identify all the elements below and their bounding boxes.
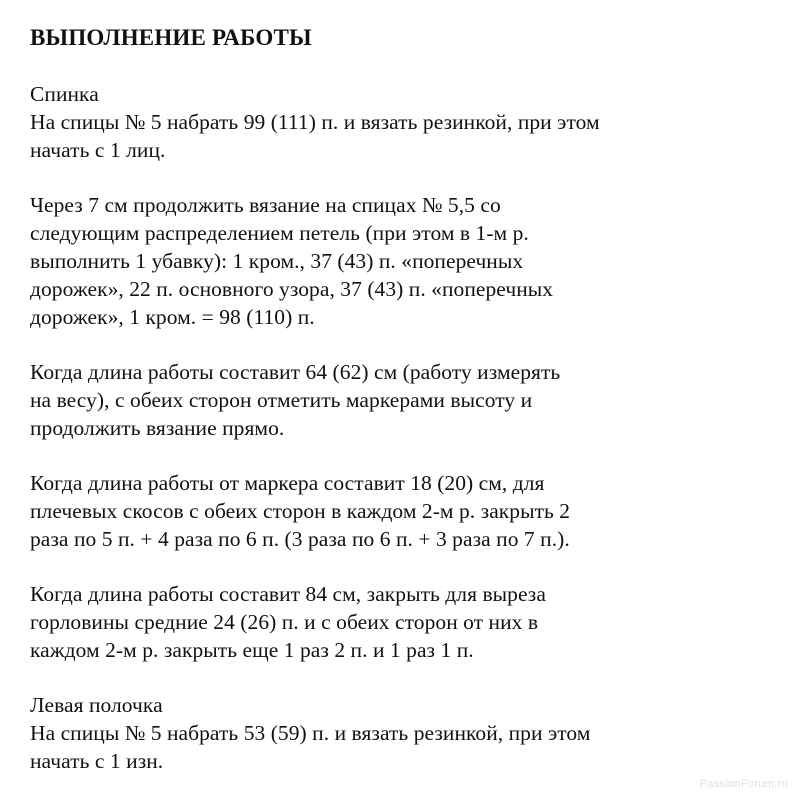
section-heading: Левая полочка bbox=[30, 693, 163, 717]
text-section bbox=[30, 358, 778, 442]
text-line: дорожек», 22 п. основного узора, 37 (43) п. «поперечных bbox=[30, 277, 554, 301]
text-line: Через 7 см продолжить вязание на спицах № 5,5 со bbox=[30, 193, 501, 217]
text-line: Когда длина работы от маркера составит 18 (20) см, для bbox=[30, 471, 545, 495]
text-section bbox=[30, 580, 778, 664]
text-line: На спицы № 5 набрать 99 (111) п. и вязать резинкой, при этом bbox=[30, 110, 600, 134]
text-line: Когда длина работы составит 64 (62) см (работу измерять bbox=[30, 360, 561, 384]
text-line: дорожек», 1 кром. = 98 (110) п. bbox=[30, 305, 315, 329]
text-line: следующим распределением петель (при этом в 1-м р. bbox=[30, 221, 529, 245]
text-line: на весу), с обеих сторон отметить маркерами высоту и bbox=[30, 388, 533, 412]
text-section bbox=[30, 80, 778, 164]
title-spacer bbox=[30, 52, 778, 80]
text-section bbox=[30, 469, 778, 553]
text-section bbox=[30, 191, 778, 331]
text-line: раза по 5 п. + 4 раза по 6 п. (3 раза по 6 п. + 3 раза по 7 п.). bbox=[30, 527, 570, 551]
text-line: На спицы № 5 набрать 53 (59) п. и вязать резинкой, при этом bbox=[30, 721, 591, 745]
section-heading: Спинка bbox=[30, 82, 99, 106]
text-line: начать с 1 изн. bbox=[30, 749, 164, 773]
watermark: PassionForum.ru bbox=[699, 778, 788, 790]
document-body bbox=[30, 80, 778, 775]
text-line: начать с 1 лиц. bbox=[30, 138, 166, 162]
text-section bbox=[30, 691, 778, 775]
text-line: плечевых скосов с обеих сторон в каждом 2-м р. закрыть 2 bbox=[30, 499, 571, 523]
text-line: Когда длина работы составит 84 см, закрыть для выреза bbox=[30, 582, 546, 606]
text-line: горловины средние 24 (26) п. и с обеих сторон от них в bbox=[30, 610, 539, 634]
text-line: продолжить вязание прямо. bbox=[30, 416, 285, 440]
text-line: каждом 2-м р. закрыть еще 1 раз 2 п. и 1 раз 1 п. bbox=[30, 638, 474, 662]
page-title: ВЫПОЛНЕНИЕ РАБОТЫ bbox=[30, 25, 312, 50]
text-line: выполнить 1 убавку): 1 кром., 37 (43) п. «поперечных bbox=[30, 249, 524, 273]
